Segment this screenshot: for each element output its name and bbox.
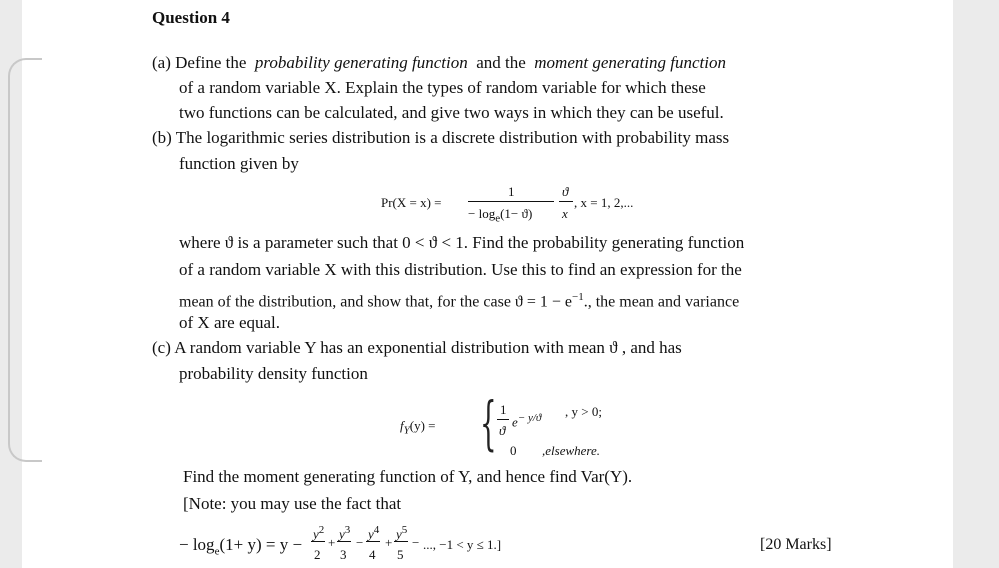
part-b-line-2: function given by	[179, 154, 299, 173]
part-a-line-2: of a random variable X. Explain the types of random variable for which these	[179, 78, 706, 97]
part-a-line-3: two functions can be calculated, and give two ways in which they can be useful.	[179, 103, 724, 122]
term-pgf: probability generating function	[254, 53, 468, 72]
series-op-1: +	[328, 535, 336, 550]
series-term-1-num: $y^2$	[313, 524, 325, 542]
series-op-4: −	[412, 535, 420, 550]
series-term-3-num: $y^4$	[368, 524, 380, 542]
part-a-line-1: (a) Define the probability generating function and the moment generating function	[152, 53, 726, 72]
part-c-label: (c)	[152, 338, 171, 357]
pmf-numerator-2: ϑ	[562, 184, 569, 199]
part-c-line-1: (c) A random variable Y has an exponential distribution with mean ϑ , and has	[152, 338, 682, 357]
part-c-line-2: probability density function	[179, 364, 368, 383]
part-a-label: (a)	[152, 53, 171, 72]
series-term-4-den: 5	[397, 547, 404, 562]
question-title: Question 4	[152, 8, 230, 27]
series-term-3-den: 4	[369, 547, 376, 562]
pdf-fraction-bar	[497, 419, 509, 420]
part-b-line-5: mean of the distribution, and show that, for the case $ϑ = 1 - e^{-1}$., the mean and variance	[179, 291, 740, 311]
series-term-4-bar	[394, 541, 408, 542]
pdf-numerator: 1	[500, 402, 507, 417]
series-tail: ..., −1 < y ≤ 1.]	[423, 537, 502, 552]
series-term-4-num: $y^5$	[396, 524, 408, 542]
part-b-line-4: of a random variable X with this distribution. Use this to find an expression for the	[179, 260, 742, 279]
piecewise-brace: {	[480, 389, 497, 457]
part-b-line-1: (b) The logarithmic series distribution is a discrete distribution with probability mass	[152, 128, 730, 147]
series-term-2-num: $y^3$	[339, 524, 351, 542]
pdf-lhs: $f_Y(y)$ =	[400, 418, 436, 437]
pmf-domain: , x = 1, 2,...	[574, 195, 634, 210]
pdf-condition-2: ,elsewhere.	[542, 443, 600, 458]
pdf-condition-1: , y > 0;	[565, 404, 602, 419]
series-op-2: −	[356, 535, 364, 550]
pmf-fraction-bar-1	[468, 201, 554, 202]
part-b-line-3: where ϑ is a parameter such that 0 < ϑ < 1. Find the probability generating function	[179, 233, 745, 252]
part-c-line-4: [Note: you may use the fact that	[183, 494, 402, 513]
marks-label: [20 Marks]	[760, 536, 832, 553]
part-c-line-3: Find the moment generating function of Y, and hence find Var(Y).	[183, 467, 633, 486]
pdf-denominator: ϑ	[499, 423, 506, 438]
series-term-1-bar	[311, 541, 325, 542]
part-b-label: (b)	[152, 128, 172, 147]
series-term-3-bar	[366, 541, 380, 542]
series-op-3: +	[385, 535, 393, 550]
pmf-fraction-bar-2	[559, 201, 573, 202]
series-lhs: − $\log_e(1+ y) = y$ −	[179, 535, 303, 558]
series-term-1-den: 2	[314, 547, 321, 562]
margin-bracket	[8, 58, 42, 462]
pdf-exponential: $e^{- y/ϑ}$	[512, 412, 542, 430]
pmf-denominator-2: x	[562, 206, 568, 221]
page-background: Question 4 (a) Define the probability generating function and the moment generating function of a random variable X. Explain the types of random variable for which these two functions can be calculated, and give two ways in which they can be useful. (b) The logarithmic series distribution is a discrete distribution with probability mass function given by Pr(X = x) = 1 − $\log_e(1- ϑ)$ ϑ x , x = 1, 2,... where ϑ is a parameter such that 0 < ϑ < 1. Find the probability generating function of a random variable X with this distribution. Use this to find an expression for the mean of the distribution, and show that, for the case $ϑ = 1 - e^{-1}$., the mean and variance of X are equal. (c) A random variable Y has an exponential distribution with mean ϑ , and has probability density function $f_Y(y)$ = { 1 ϑ $e^{- y/ϑ}$ , y > 0; 0 ,elsewhere. Find the moment generating function of Y, and hence find Var(Y). [Note: you may use the fact that − $\log_e(1+ y) = y$ − $y^2$ 2 + $y^3$ 3 − $y^4$ 4 + $y^5$ 5 − ..., −1 < y ≤ 1.] [20 Marks]	[0, 0, 999, 568]
pmf-numerator-1: 1	[508, 184, 515, 199]
part-b-line-6: of X are equal.	[179, 313, 281, 332]
pdf-zero: 0	[510, 443, 517, 458]
term-mgf: moment generating function	[534, 53, 726, 72]
series-term-2-den: 3	[340, 547, 347, 562]
series-term-2-bar	[337, 541, 351, 542]
pmf-denominator-1: − $\log_e(1- ϑ)$	[468, 206, 533, 225]
